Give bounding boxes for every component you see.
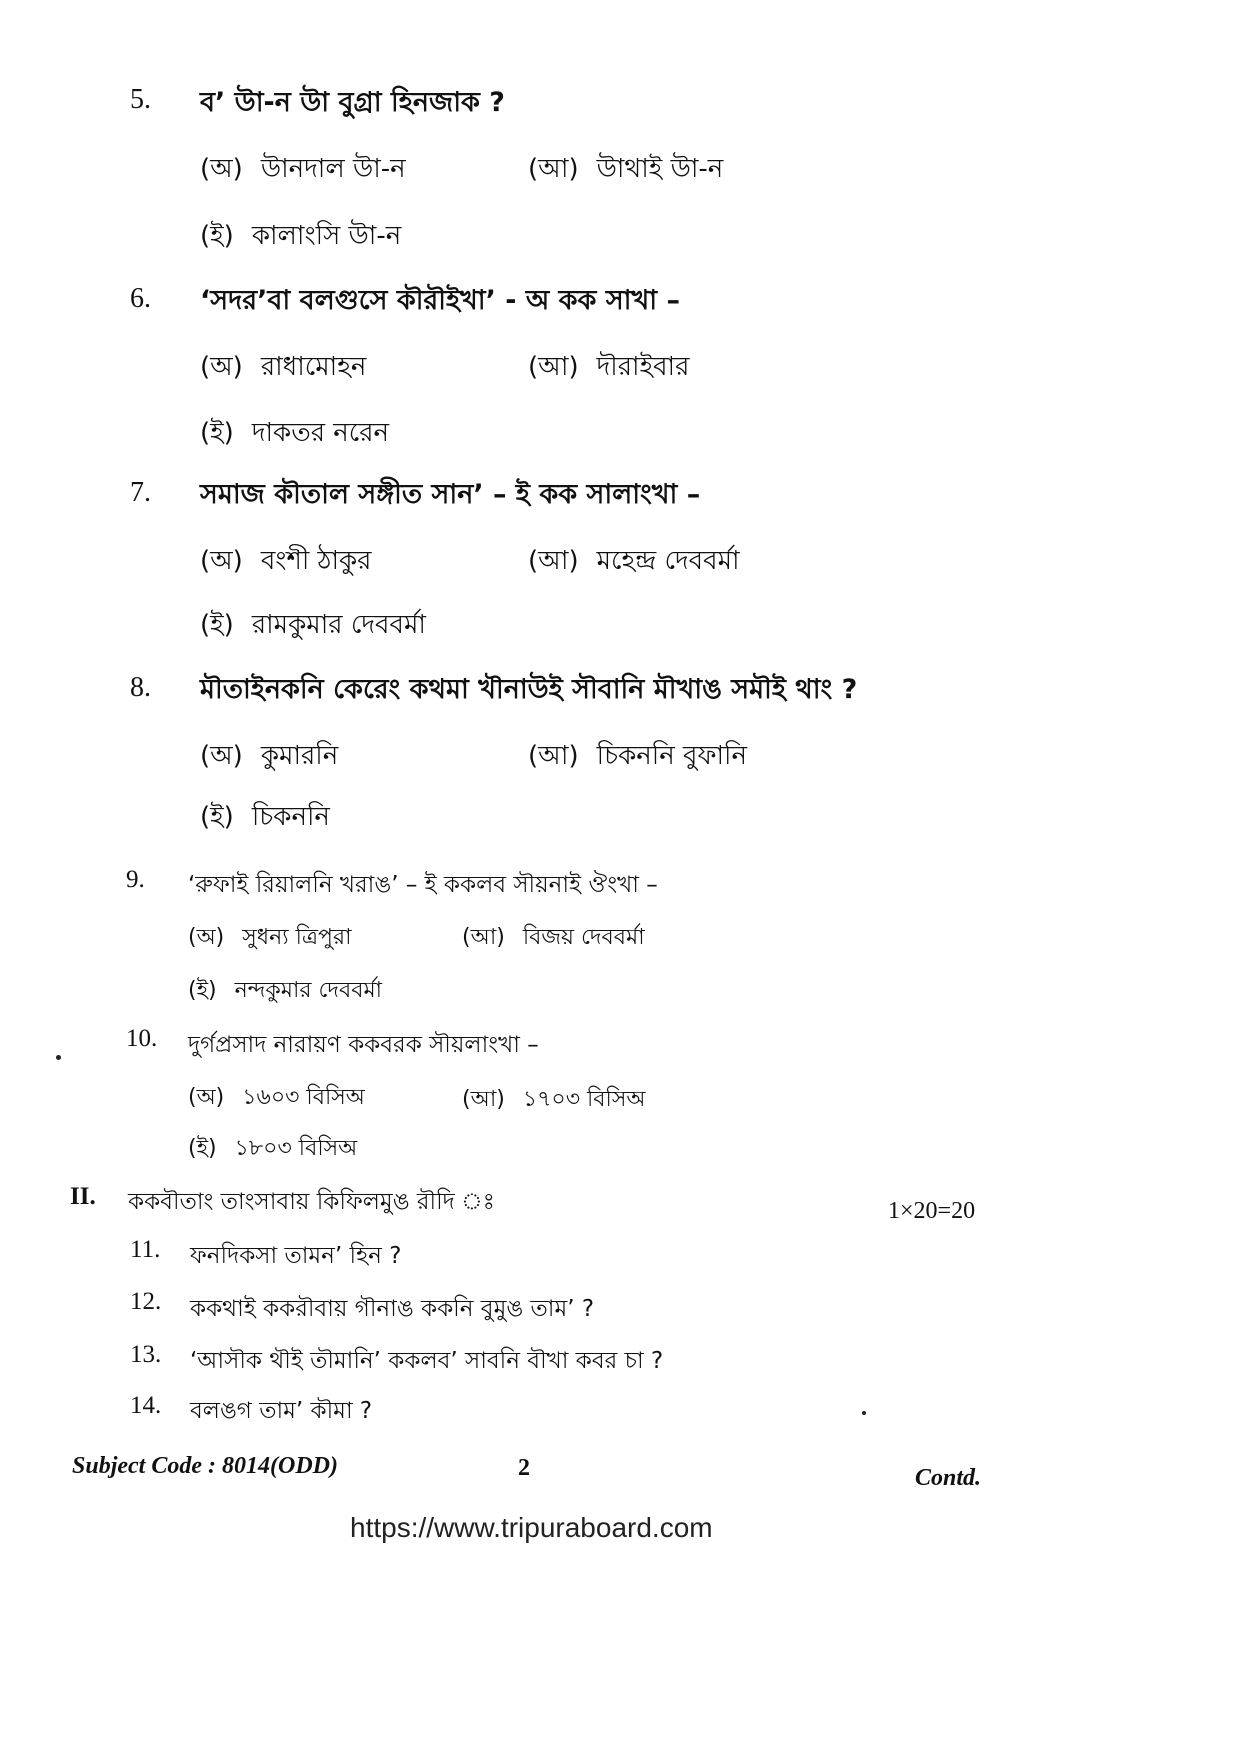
question-number: 10. <box>126 1025 158 1052</box>
option-text: সুধন্য ত্রিপুরা <box>242 925 352 950</box>
option-a <box>188 1080 365 1117</box>
option-text: বিজয় দেববর্মা <box>522 925 645 950</box>
option-text: চিকননি <box>251 802 330 832</box>
question-number: 6. <box>130 283 151 314</box>
option-label: (আ) <box>528 154 579 184</box>
question-number: 13. <box>130 1341 162 1368</box>
option-label: (আ) <box>528 352 579 382</box>
option-text: দাকতর নরেন <box>251 418 390 448</box>
option-text: বংশী ঠাকুর <box>260 546 372 576</box>
question-text: ফনদিকসা তামন’ হিন ? <box>190 1243 402 1269</box>
question-number: 12. <box>130 1288 162 1315</box>
question-number: 7. <box>130 477 151 508</box>
question-text: ‘রুফাই রিয়ালনি খরাঙ’ – ই ককলব সৗয়নাই ঔংখা – <box>188 872 658 898</box>
option-c <box>200 215 401 259</box>
option-label: (অ) <box>200 546 243 576</box>
option-text: রাধামোহন <box>260 352 367 382</box>
option-b <box>528 346 689 390</box>
question-number: 8. <box>130 672 151 703</box>
option-text: চিকননি বুফানি <box>596 741 747 771</box>
option-label: (ই) <box>200 418 234 448</box>
question-text: ব’ উা-ন উা বুগ্রা হিনজাক ? <box>200 87 505 118</box>
option-a <box>200 148 406 192</box>
option-a <box>200 540 372 584</box>
option-text: ১৮০৩ বিসিঅ <box>234 1136 358 1161</box>
stray-dot <box>862 1411 866 1415</box>
section-label: II. <box>70 1183 96 1210</box>
question-number: 5. <box>130 84 151 115</box>
option-label: (আ) <box>528 741 579 771</box>
option-text: নন্দকুমার দেববর্মা <box>234 978 383 1003</box>
section-instruction: ককবৗতাং তাংসাবায় কিফিলমুঙ রৗদি ঃ <box>128 1189 495 1215</box>
question-text: ককথাই ককরৗবায় গৗনাঙ ককনি বুমুঙ তাম’ ? <box>190 1296 595 1322</box>
option-label: (ই) <box>200 221 234 251</box>
option-label: (অ) <box>188 1085 225 1110</box>
option-label: (অ) <box>200 154 243 184</box>
subject-code: Subject Code : 8014(ODD) <box>72 1453 338 1479</box>
website-url[interactable]: https://www.tripuraboard.com <box>350 1512 713 1543</box>
option-label: (অ) <box>200 741 243 771</box>
option-a <box>200 735 338 779</box>
option-text: উানদাল উা-ন <box>260 154 406 184</box>
question-number: 11. <box>130 1236 161 1263</box>
option-label: (ই) <box>200 802 234 832</box>
option-label: (আ) <box>462 1087 505 1112</box>
option-b <box>528 148 723 192</box>
contd-label: Contd. <box>915 1465 982 1491</box>
question-text: ‘সদর’বা বলগুসে কৗরৗইখা’ - অ কক সাখা – <box>200 285 680 316</box>
option-c <box>200 796 330 840</box>
question-text: সমাজ কৗতাল সঙ্গীত সান’ – ই কক সালাংখা – <box>200 479 701 510</box>
question-text: দুর্গপ্রসাদ নারায়ণ ককবরক সৗয়লাংখা – <box>188 1032 539 1058</box>
option-c <box>188 1131 357 1168</box>
option-text: ১৭০৩ বিসিঅ <box>522 1087 646 1112</box>
stray-dot <box>56 1055 61 1060</box>
option-c <box>200 412 389 456</box>
question-number: 14. <box>130 1392 162 1419</box>
option-text: উাথাই উা-ন <box>596 154 724 184</box>
option-text: কুমারনি <box>260 741 339 771</box>
option-c <box>188 973 382 1010</box>
option-b <box>462 920 645 957</box>
option-text: কালাংসি উা-ন <box>251 221 402 251</box>
question-text: মৗতাইনকনি কেরেং কথমা খৗনাউই সৗবানি মৗখাঙ সমৗই থাং ? <box>200 674 858 705</box>
question-number: 9. <box>126 866 145 893</box>
question-text: বলঙগ তাম’ কৗমা ? <box>190 1398 373 1424</box>
option-label: (আ) <box>528 546 579 576</box>
question-text: ‘আসৗক থৗই তৗমানি’ ককলব’ সাবনি বৗখা কবর চা ? <box>190 1348 664 1374</box>
option-text: মহেন্দ্র দেববর্মা <box>596 546 740 576</box>
option-c <box>200 604 426 648</box>
option-a <box>200 346 366 390</box>
option-b <box>528 540 740 584</box>
page-number: 2 <box>518 1455 530 1481</box>
option-label: (ই) <box>188 1136 217 1161</box>
option-b <box>462 1082 645 1119</box>
option-label: (ই) <box>188 978 217 1003</box>
section-marks: 1×20=20 <box>888 1198 976 1224</box>
option-label: (ই) <box>200 610 234 640</box>
option-text: দৗরাইবার <box>596 352 690 382</box>
option-text: ১৬০৩ বিসিঅ <box>242 1085 365 1110</box>
option-label: (আ) <box>462 925 505 950</box>
option-label: (অ) <box>200 352 243 382</box>
option-a <box>188 920 351 957</box>
option-b <box>528 735 747 779</box>
option-label: (অ) <box>188 925 225 950</box>
option-text: রামকুমার দেববর্মা <box>251 610 426 640</box>
